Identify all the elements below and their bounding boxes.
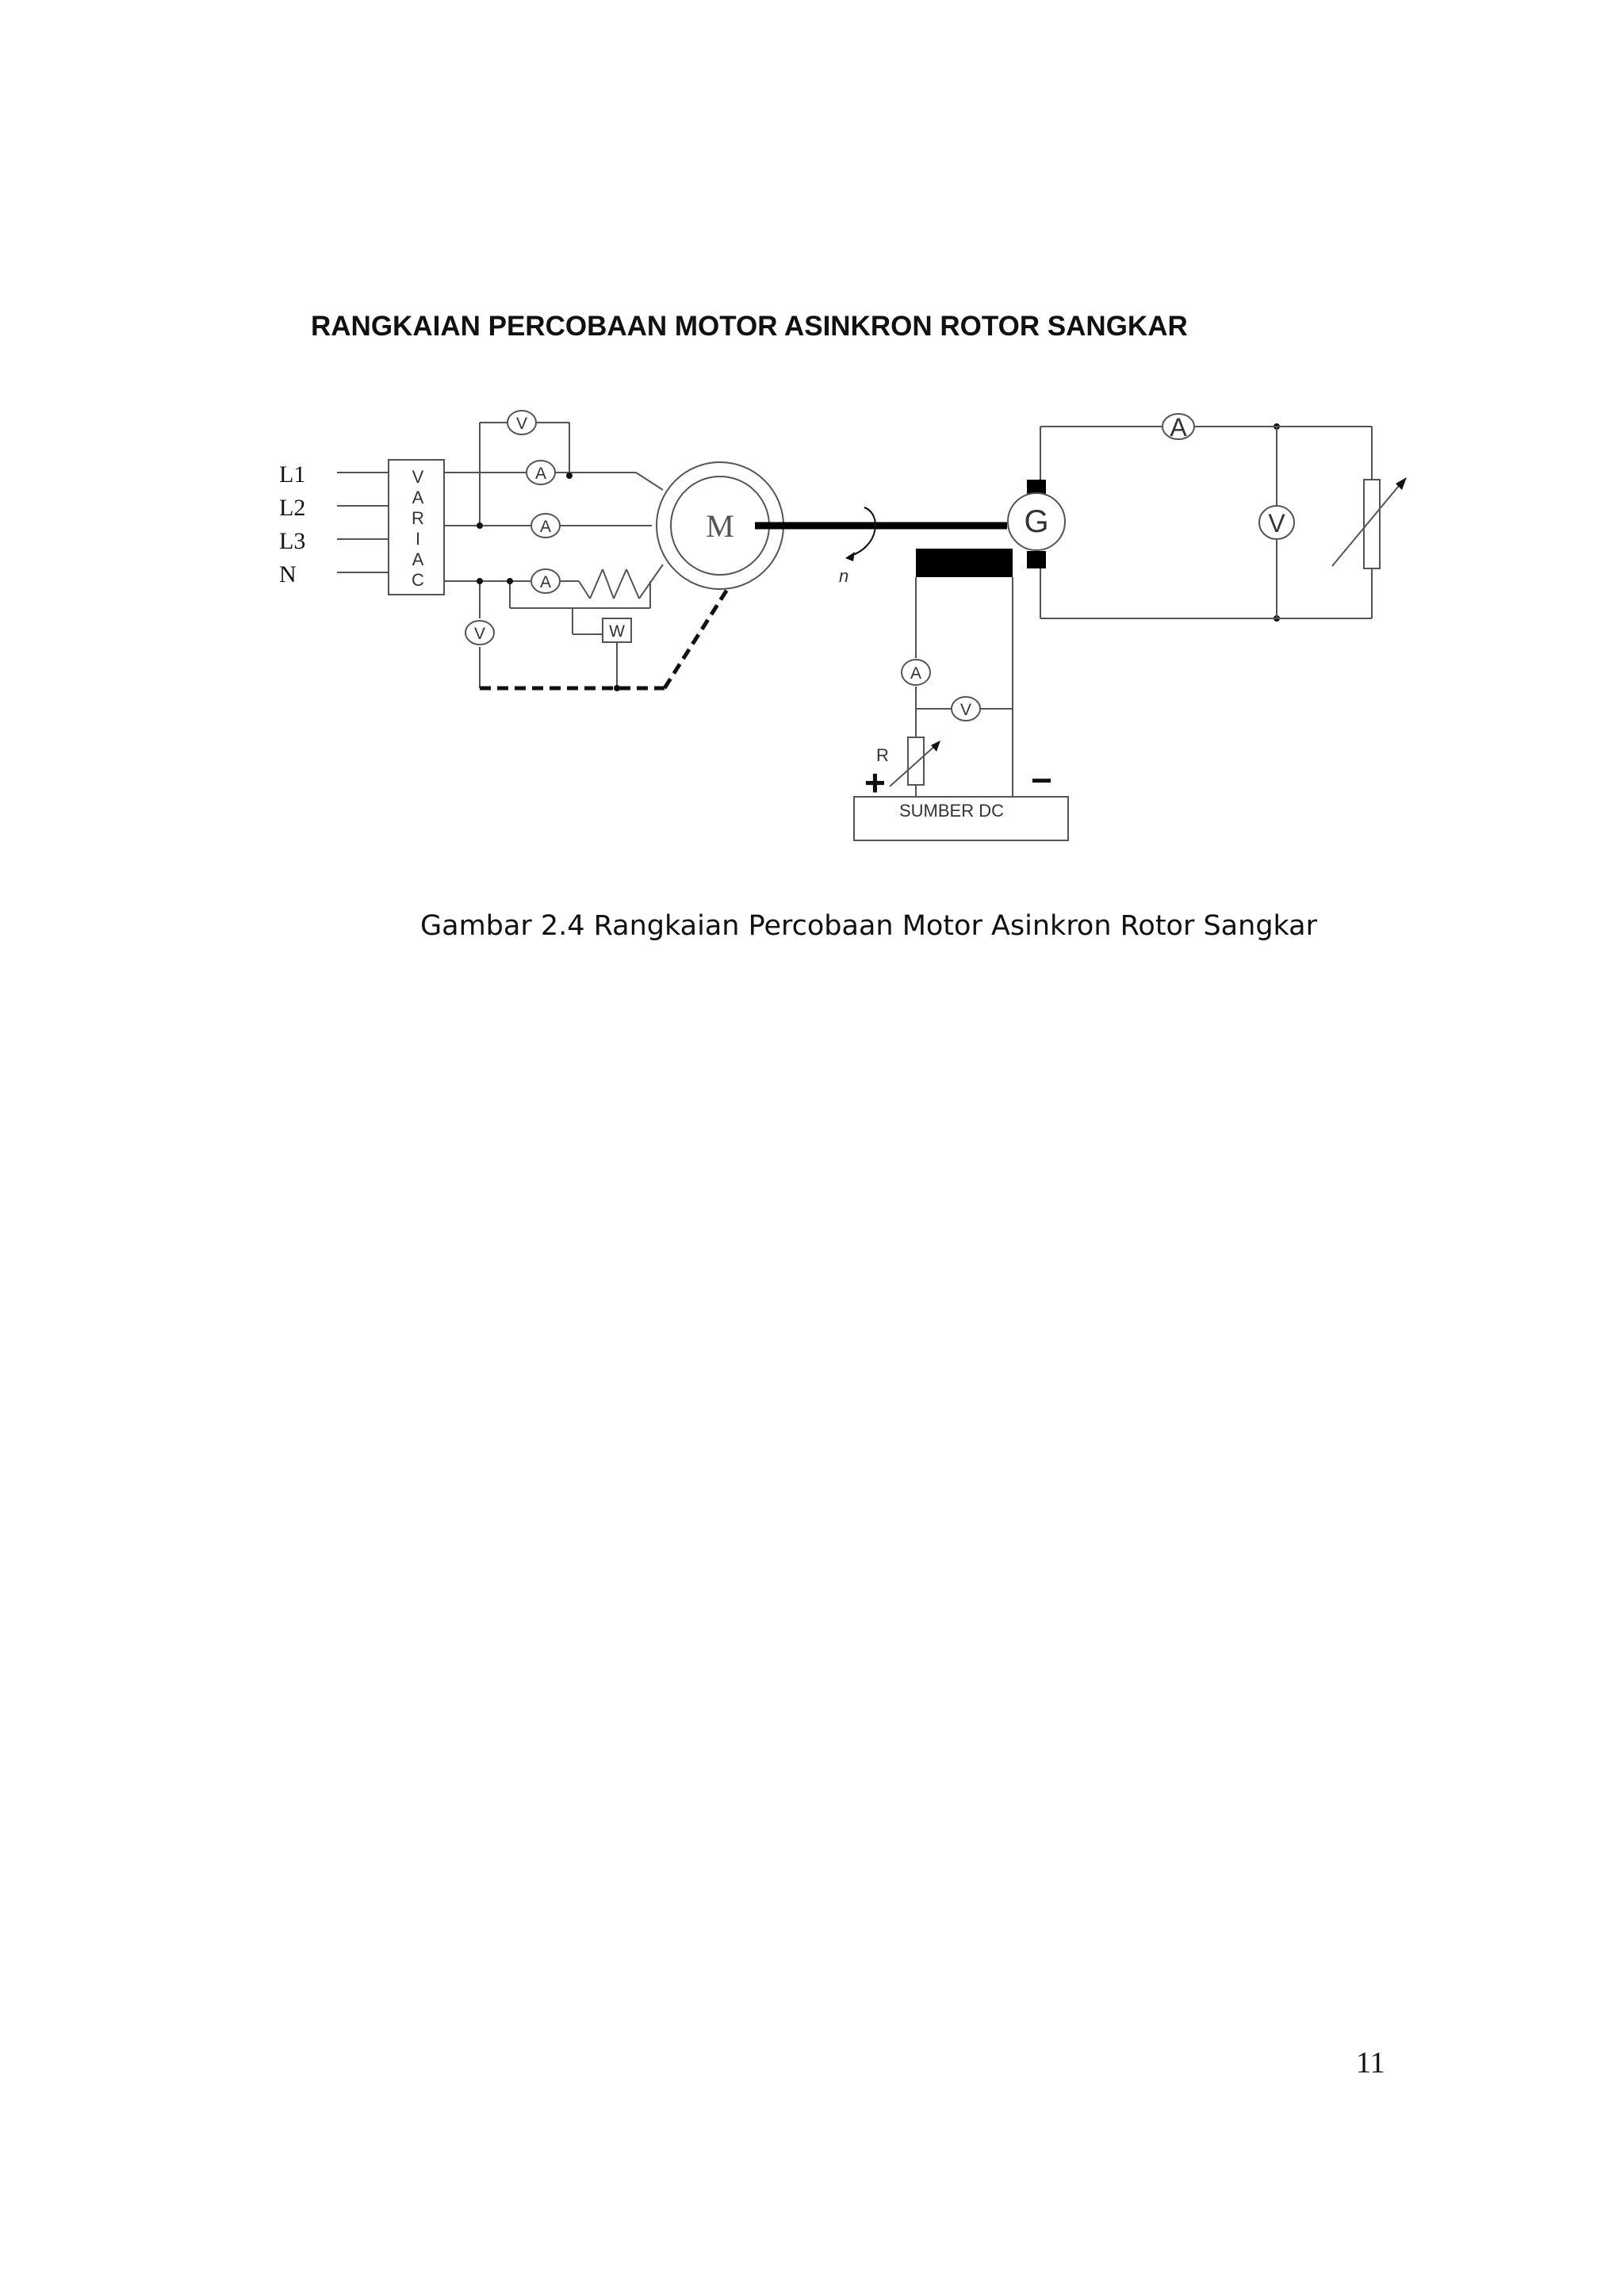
voltmeter-left-label: V (473, 625, 486, 643)
ammeter-field-label: A (910, 664, 922, 683)
variac-letter: C (412, 570, 424, 590)
ammeter-l2-label: A (539, 518, 552, 536)
minus-sign: − (1031, 760, 1052, 801)
dc-source-label: SUMBER DC (898, 801, 1005, 821)
variac-letter: I (415, 529, 421, 549)
resistor-label: R (876, 745, 889, 765)
figure-caption: Gambar 2.4 Rangkaian Percobaan Motor Asinkron Rotor Sangkar (420, 910, 1318, 942)
motor-label: M (706, 508, 734, 544)
generator-label: G (1024, 504, 1049, 539)
field-winding (916, 549, 1013, 577)
field-resistor (908, 737, 924, 785)
wattmeter-label: W (609, 622, 625, 641)
variac-letter: V (412, 467, 424, 487)
variac-letter: A (412, 488, 424, 507)
input-label-l1: L1 (279, 461, 306, 488)
ammeter-l3-label: A (539, 573, 552, 591)
input-label-l2: L2 (279, 495, 306, 521)
variac-letter: R (412, 508, 424, 528)
rotation-label: n (839, 566, 849, 586)
rotation-arrow (848, 507, 875, 557)
ammeter-l1-label: A (534, 465, 547, 483)
document-title: RANGKAIAN PERCOBAAN MOTOR ASINKRON ROTOR SANGKAR (311, 311, 1188, 342)
plus-sign: + (864, 762, 886, 803)
voltmeter-dc-output-label: V (1268, 509, 1285, 538)
variac-letter: A (412, 549, 424, 569)
input-label-l3: L3 (279, 528, 306, 554)
voltmeter-field-label: V (959, 701, 972, 719)
voltmeter-top-label: V (515, 415, 528, 433)
input-label-n: N (279, 561, 297, 587)
page-number: 11 (1356, 2046, 1385, 2080)
ammeter-dc-output-label: A (1170, 413, 1187, 442)
